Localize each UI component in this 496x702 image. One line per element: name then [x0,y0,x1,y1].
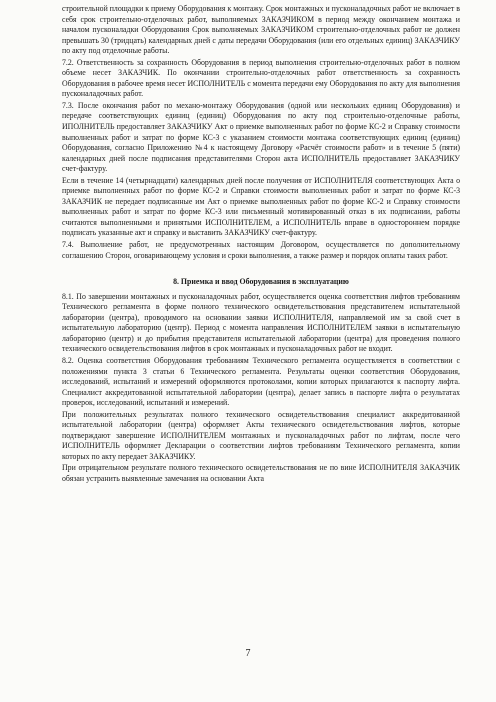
paragraph-7-3-second: Если в течение 14 (четырнадцати) календарных дней после получения от ИСПОЛНИТЕЛЯ соответствующих Акта о приемке выполненных работ по форме КС-2 и Справки стоимости выполненных работ и затрат по форме КС-3 ЗАКАЗЧИК не передает подписанные им Акт о приемке выполненных работ по форме КС-2 и Справку стоимости выполненных работ и затрат по форме КС-3 или письменный мотивированный отказ в их подписании, работы считаются выполненными и принятыми ИСПОЛНИТЕЛЕМ, а ИСПОЛНИТЕЛЬ вправе в одностороннем порядке подписать указанные акт и справку и выставить ЗАКАЗЧИКУ счет-фактуру. [62,175,460,238]
paragraph-7-2: 7.2. Ответственность за сохранность Оборудования в период выполнения строительно-отделочных работ в полном объеме несет ЗАКАЗЧИК. По окончании строительно-отделочных работ ответственность за сохранность Оборудования в рабочее время несет ИСПОЛНИТЕЛЬ с момента передачи ему Оборудования по акту для выполнения пусконаладочных работ. [62,57,460,99]
paragraph-7-3: 7.3. После окончания работ по механо-монтажу Оборудования (одной или нескольких единиц Оборудования) и передаче соответствующих единиц (единиц) Оборудования по акту под строительно-отделочные работы, ИПОЛНИТЕЛЬ предоставляет ЗАКАЗЧИКУ Акт о приемке выполненных работ по форме КС-2 и Справку стоимости выполненных работ и затрат по форме КС-3 с указанием стоимости монтажа соответствующих единиц (единиц) Оборудования, согласно Приложению №4 к настоящему Договору «Расчёт стоимости работ» и в течение 5 (пяти) календарных дней после подписания представителями Сторон акта ИСПОЛНИТЕЛЬ предоставляет ЗАКАЗЧИКУ счет-фактуру. [62,100,460,174]
paragraph-8-2: 8.2. Оценка соответствия Оборудования требованиям Технического регламента осуществляется в соответствии с положениями пункта 3 статьи 6 Технического регламента. Результаты оценки соответствия Оборудования, исследований, испытаний и измерений оформляются протоколами, копии которых прилагаются к паспорту лифта. Специалист аккредитованной испытательной лаборатории (центра), делает запись в паспорте лифта о результатах проверок, исследований, испытаний и измерений. [62,355,460,408]
paragraph-8-1: 8.1. По завершении монтажных и пусконаладочных работ, осуществляется оценка соответствия лифтов требованиям Технического регламента в форме полного технического освидетельствования представителем испытательной лаборатории (центра), проводимого на основании заявки ИСПОЛНИТЕЛЯ, направляемой им за свой счет в испытательную лабораторию (центр). Период с момента направления ИСПОЛНИТЕЛЕМ заявки в испытательную лабораторию (центр) и до прибытия представителя испытательной лаборатории (центра) для проведения полного технического освидетельствования лифтов в срок монтажных и пусконаладочных работ не входит. [62,291,460,354]
paragraph-7-4: 7.4. Выполнение работ, не предусмотренных настоящим Договором, осуществляется по дополнительному соглашению Сторон, оговаривающему условия и сроки выполнения, а также размер и порядок оплаты таких работ. [62,240,460,260]
paragraph-7-1-continuation: строительной площадки к приему Оборудования к монтажу. Срок монтажных и пусконаладочных работ не включает в себя срок строительно-отделочных работ, выполняемых ЗАКАЗЧИКОМ в период между окончанием монтажа и началом пусконаладки Оборудования Срок выполняемых ЗАКАЗЧИКОМ строительно-отделочных работ не должен превышать 30 (тридцать) календарных дней с даты передачи Оборудования (или его отдельных единиц) ЗАКАЗЧИКУ по акту под отделочные работы. [62,4,460,56]
paragraph-8-2-positive: При положительных результатах полного технического освидетельствования специалист аккредитованной испытательной лаборатории (центра) оформляет Акты технического освидетельствования лифтов, которые подтверждают завершение ИСПОЛНИТЕЛЕМ монтажных и пусконаладочных работ по лифтам, после чего ИСПОЛНИТЕЛЬ оформляет Декларации о соответствии лифтов требованиям Технического регламента, копии которых по акту передает ЗАКАЗЧИКУ. [62,409,460,461]
page-number: 7 [245,648,251,659]
paragraph-8-2-negative: При отрицательном результате полного технического освидетельствования не по вине ИСПОЛНИТЕЛЯ ЗАКАЗЧИК обязан устранить выявленные замечания на основании Акта [62,463,460,483]
section-heading: 8. Приемка и ввод Оборудования в эксплуатацию [173,277,349,287]
document-body [62,4,460,485]
